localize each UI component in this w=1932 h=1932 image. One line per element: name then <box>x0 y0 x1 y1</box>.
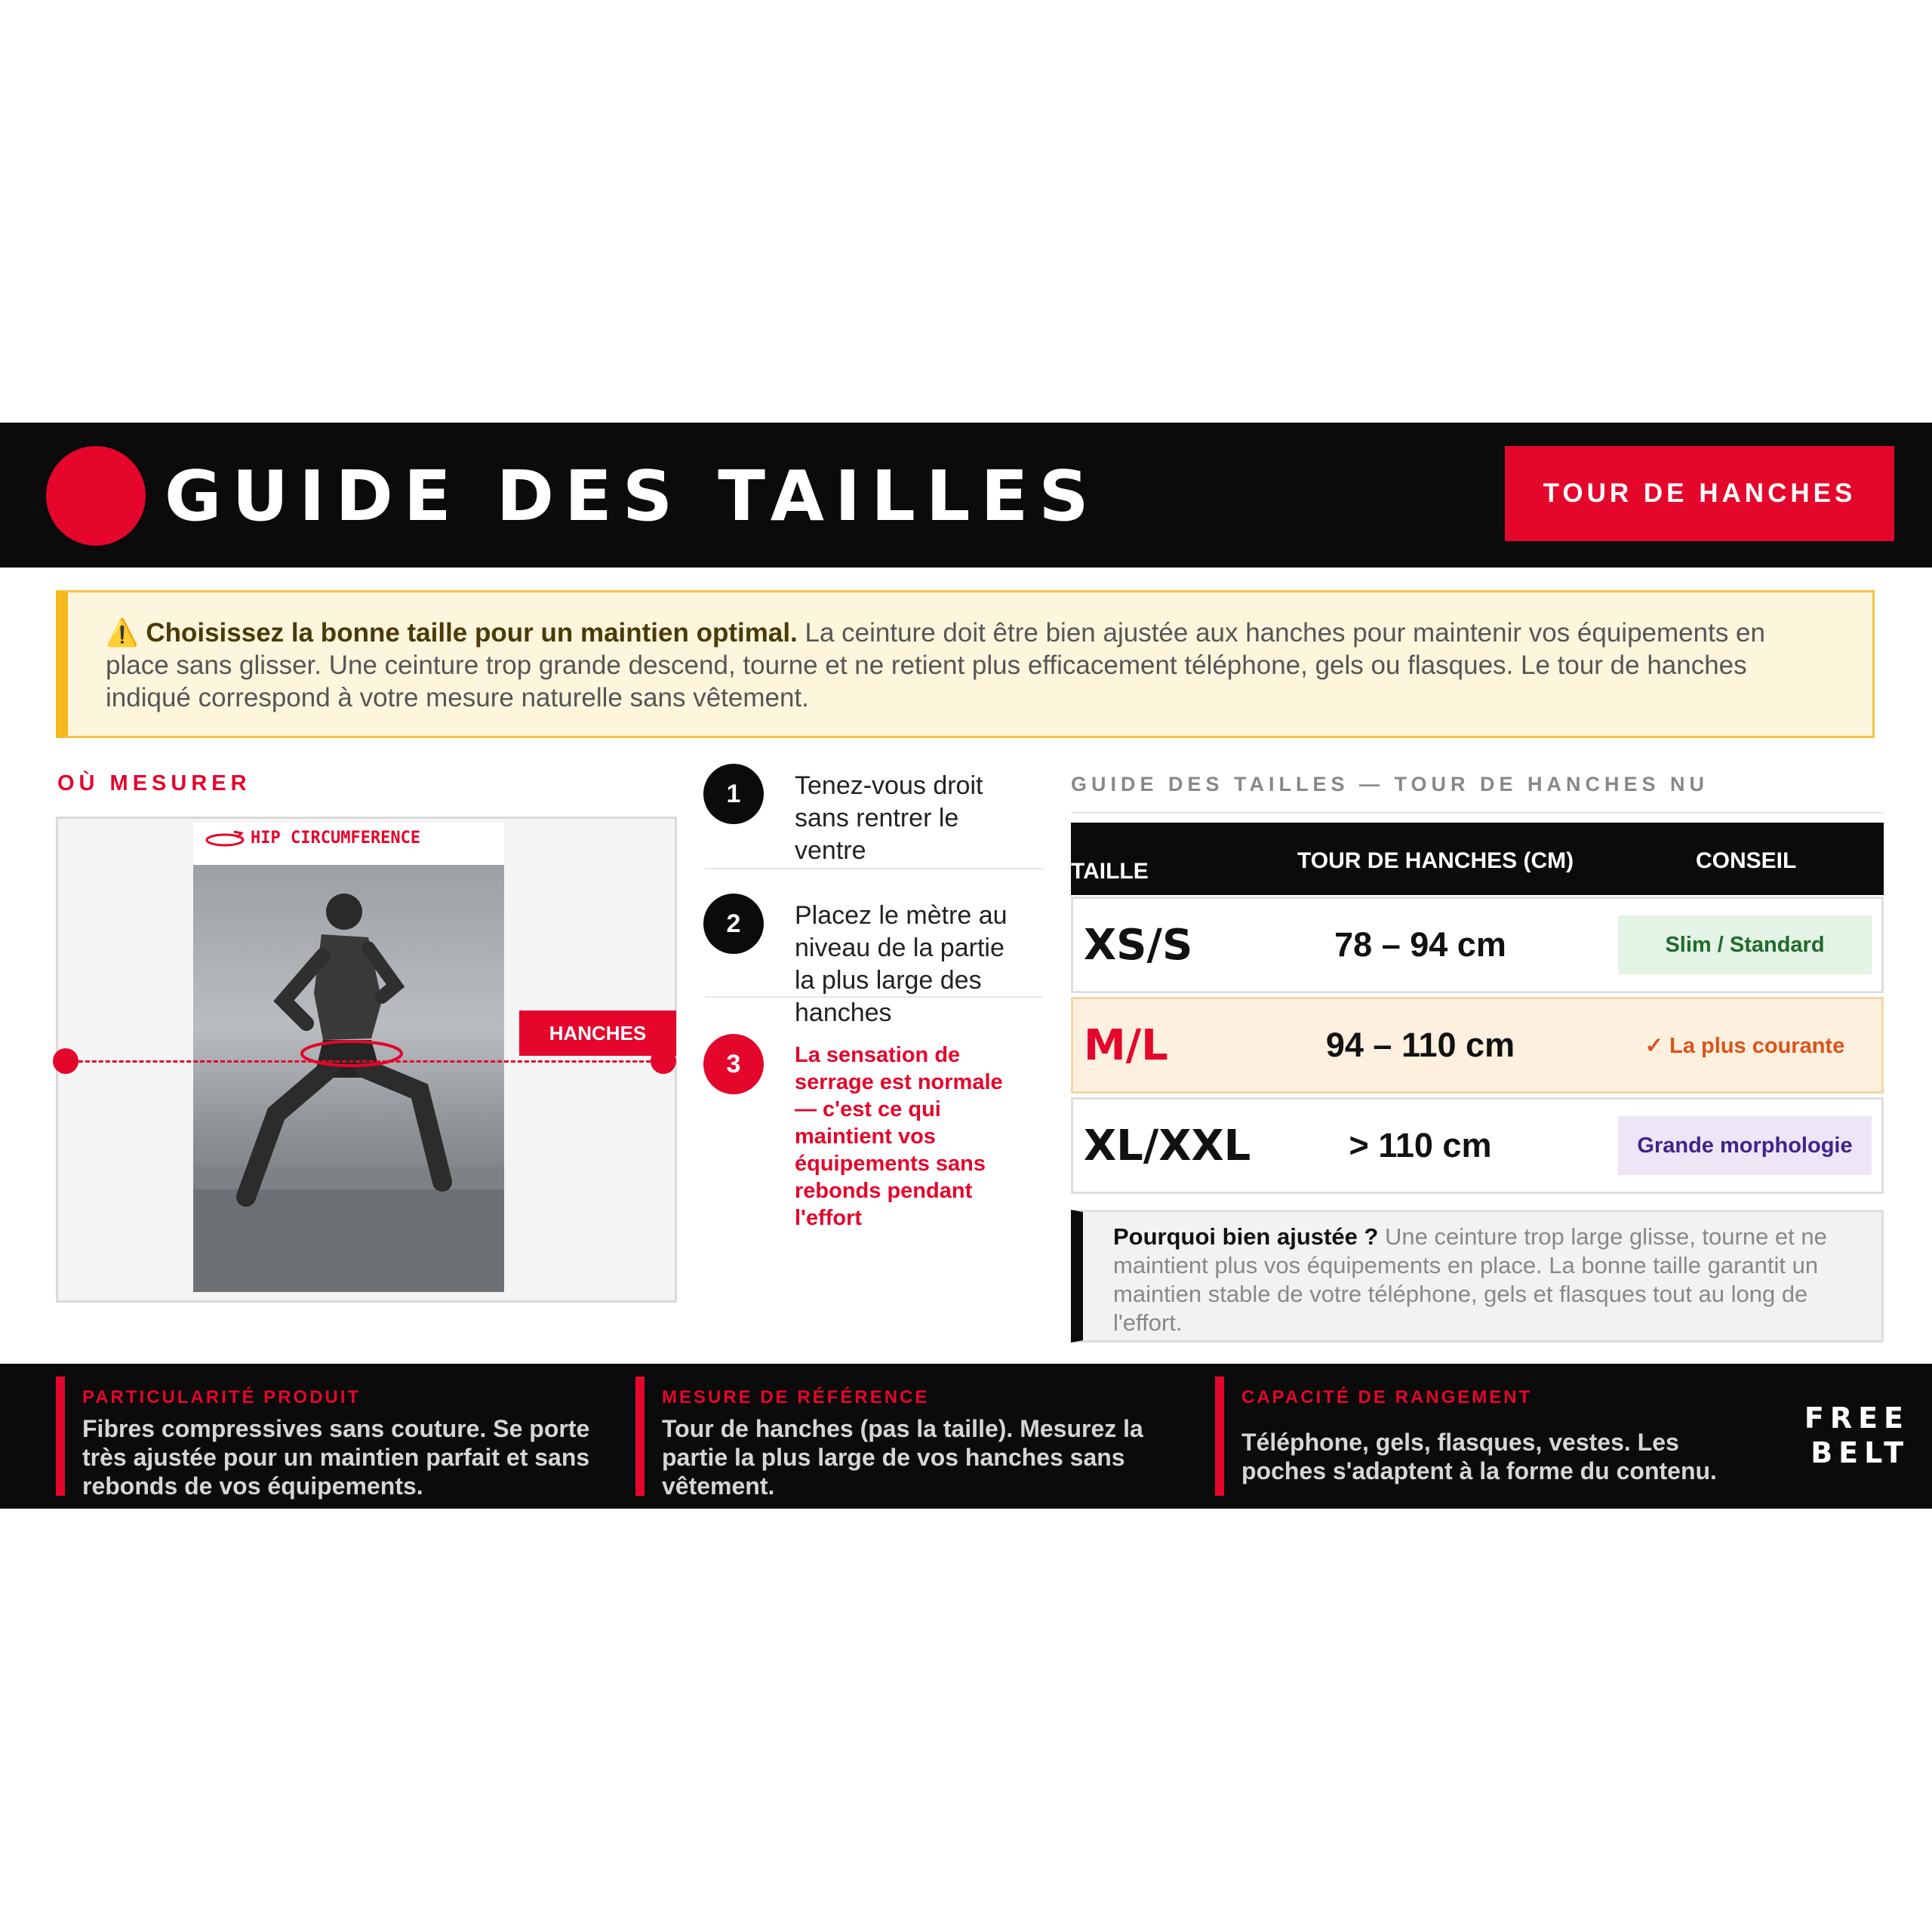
why-text: Une ceinture trop large glisse, tourne et ne maintient plus vos équipements en place. La bonne taille garantit un maintien stable de votre téléphone, gels et flasques tout au long de l'effort. <box>1113 1223 1827 1336</box>
hip-measure-tag[interactable]: TOUR DE HANCHES <box>1505 446 1894 541</box>
footer-text-product: Fibres compressives sans couture. Se porte très ajustée pour un maintien parfait et sans rebonds de vos équipements. <box>82 1415 590 1500</box>
size-table-header <box>1071 823 1884 895</box>
hip-measure-icon <box>204 829 246 848</box>
footer-heading-reference: MESURE DE RÉFÉRENCE <box>662 1387 930 1407</box>
notice-text: La ceinture doit être bien ajustée aux hanches pour maintenir vos équipements en place sans glisser. Une ceinture trop grande descend, tourne et ne retient plus efficacement téléphone, gels ou flasques. Le tour de hanches indiqué correspond à votre mesure naturelle sans vêtement. <box>106 618 1765 712</box>
size-cell: M/L <box>1084 1020 1168 1070</box>
label-divider <box>1071 812 1884 814</box>
hanches-label: HANCHES <box>519 1011 676 1056</box>
col-header-range: TOUR DE HANCHES (CM) <box>1297 848 1574 873</box>
col-header-advice: CONSEIL <box>1696 848 1797 873</box>
where-to-measure-label: OÙ MESURER <box>57 771 251 795</box>
runner-image <box>193 865 504 1292</box>
why-bold: Pourquoi bien ajustée ? <box>1113 1223 1379 1250</box>
footer-text-capacity: Téléphone, gels, flasques, vestes. Les poches s'adaptent à la forme du contenu. <box>1241 1429 1717 1484</box>
size-cell: XL/XXL <box>1084 1121 1251 1171</box>
range-cell: 94 – 110 cm <box>1325 1026 1515 1064</box>
brand-dot-logo <box>46 446 146 546</box>
size-cell: XS/S <box>1084 920 1193 970</box>
brand-logo <box>1789 1401 1909 1470</box>
advice-badge: Slim / Standard <box>1618 915 1872 974</box>
hip-level-dashed-line <box>65 1060 664 1063</box>
step-divider <box>705 868 1043 869</box>
step-text-1: Tenez-vous droit sans rentrer le ventre <box>795 771 983 865</box>
size-row-xs-s <box>1071 897 1884 993</box>
footer-accent-bar <box>1215 1377 1224 1496</box>
step-number-1: 1 <box>703 764 764 824</box>
fit-notice <box>56 590 1875 738</box>
step-text-3: La sensation de serrage est normale — c'est ce qui maintient vos équipements sans rebonds pendant l'effort <box>795 1043 1003 1230</box>
footer-accent-bar <box>56 1377 65 1496</box>
page-title: GUIDE DES TAILLES <box>165 456 1100 537</box>
photo-caption: HIP CIRCUMFERENCE <box>204 829 420 848</box>
footer-accent-bar <box>635 1377 645 1496</box>
advice-badge: ✓ La plus courante <box>1644 1033 1845 1058</box>
step-number-3: 3 <box>703 1034 764 1094</box>
footer-heading-capacity: CAPACITÉ DE RANGEMENT <box>1241 1387 1533 1407</box>
brand-line-2: BELT <box>1810 1436 1909 1469</box>
hip-marker-left <box>53 1048 78 1074</box>
step-text-2: Placez le mètre au niveau de la partie la plus large des hanches <box>795 901 1008 1027</box>
runner-photo <box>193 823 504 1292</box>
runner-silhouette <box>193 865 504 1292</box>
size-row-xl-xxl <box>1071 1097 1884 1194</box>
why-fit-note <box>1071 1210 1884 1343</box>
size-row-m-l <box>1071 997 1884 1094</box>
size-table-label: GUIDE DES TAILLES — TOUR DE HANCHES NU <box>1071 773 1709 795</box>
range-cell: > 110 cm <box>1349 1126 1492 1164</box>
footer-text-reference: Tour de hanches (pas la taille). Mesurez la partie la plus large de vos hanches sans vêtement. <box>662 1415 1143 1500</box>
advice-badge: Grande morphologie <box>1618 1116 1872 1175</box>
footer-heading-product: PARTICULARITÉ PRODUIT <box>82 1387 361 1407</box>
step-divider <box>705 996 1043 998</box>
col-header-size: TAILLE <box>1071 859 1149 884</box>
warning-icon: ⚠️ <box>106 618 139 648</box>
notice-bold: Choisissez la bonne taille pour un maintien optimal. <box>146 618 798 648</box>
step-number-2: 2 <box>703 894 764 954</box>
brand-line-1: FREE <box>1804 1401 1909 1435</box>
range-cell: 78 – 94 cm <box>1334 925 1506 964</box>
